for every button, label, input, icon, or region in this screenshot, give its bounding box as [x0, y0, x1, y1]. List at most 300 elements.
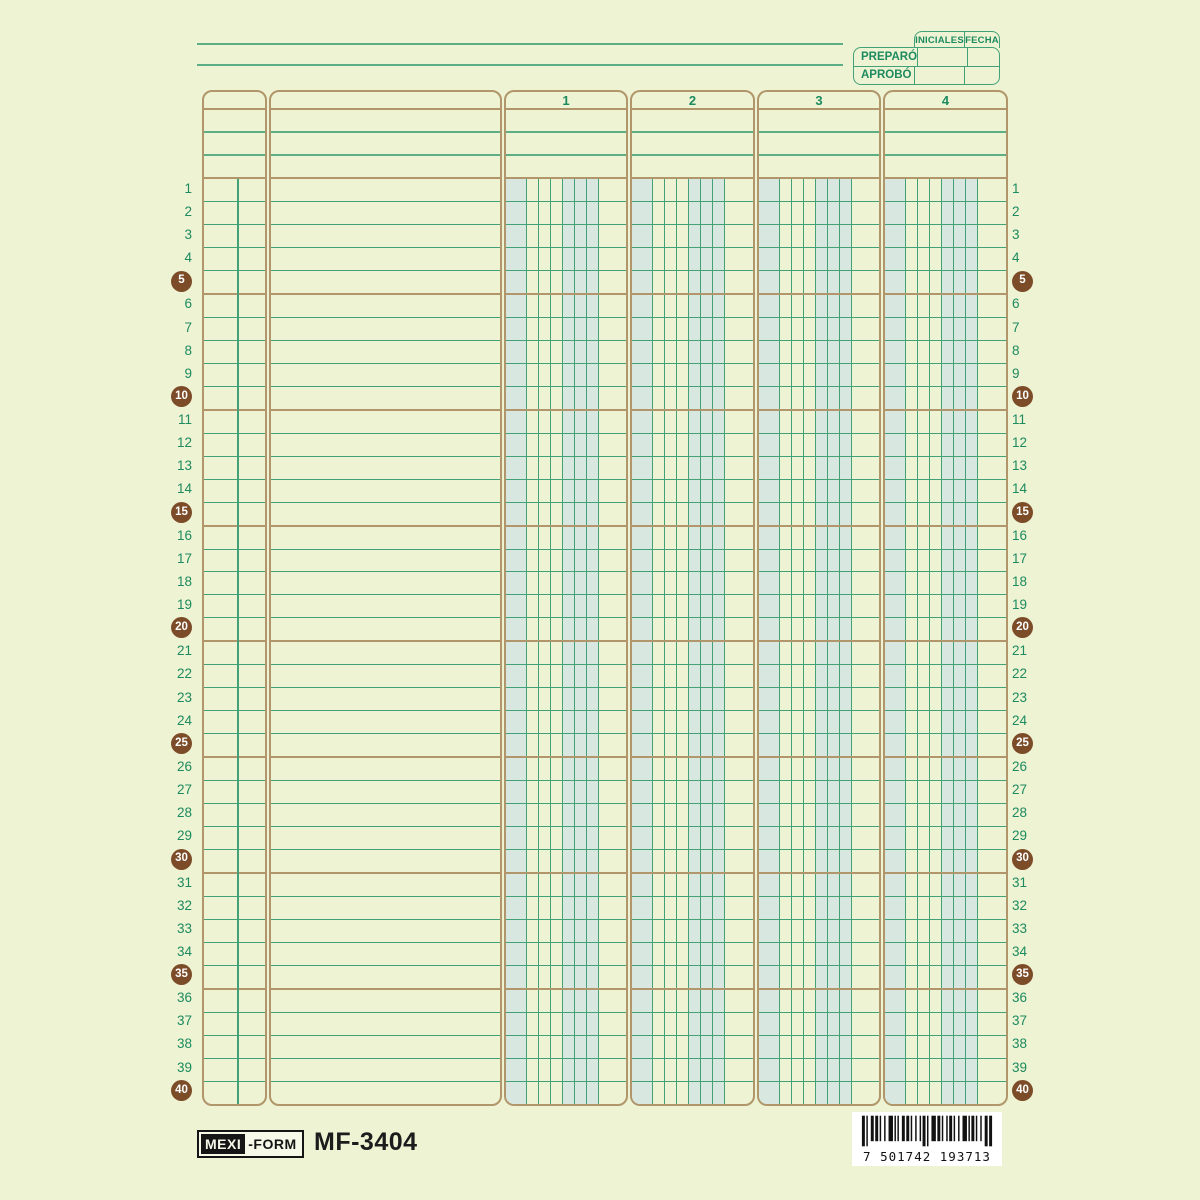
ledger-row — [632, 457, 753, 480]
ledger-row — [506, 318, 626, 341]
row-number: 17 — [1012, 550, 1028, 566]
row-number: 27 — [1012, 782, 1028, 798]
ledger-row — [632, 434, 753, 457]
row-number: 28 — [176, 805, 192, 821]
ledger-row — [271, 758, 500, 781]
ledger-row — [204, 1013, 265, 1036]
row-number-circled: 35 — [171, 964, 192, 985]
ledger-row — [204, 990, 265, 1013]
main-ledger-table — [202, 90, 1008, 1106]
row-number-line — [1008, 848, 1060, 871]
approval-table — [853, 47, 1000, 85]
ledger-row — [885, 318, 1006, 341]
ledger-row — [204, 920, 265, 943]
ledger-row — [506, 434, 626, 457]
header-separator — [759, 108, 879, 110]
row-number: 12 — [176, 435, 192, 451]
ledger-row — [885, 758, 1006, 781]
description-column-body — [271, 179, 500, 1104]
ledger-row — [759, 897, 879, 920]
row-number-line — [1008, 917, 1060, 940]
header-separator — [759, 131, 879, 133]
row-number-line — [1008, 894, 1060, 917]
row-number-line — [1008, 1010, 1060, 1033]
ledger-row — [271, 527, 500, 550]
ledger-row — [506, 665, 626, 688]
ledger-row — [632, 781, 753, 804]
row-number-circled: 15 — [171, 502, 192, 523]
ledger-row — [759, 225, 879, 248]
ledger-row — [632, 874, 753, 897]
row-number-circled: 20 — [171, 617, 192, 638]
ledger-row — [271, 434, 500, 457]
ledger-row — [885, 1036, 1006, 1059]
ledger-row — [632, 1036, 753, 1059]
ledger-row — [506, 966, 626, 990]
ledger-row — [885, 1082, 1006, 1104]
ledger-row — [271, 642, 500, 665]
ledger-row — [885, 734, 1006, 758]
ledger-row — [759, 920, 879, 943]
row-number-circled: 10 — [1012, 386, 1033, 407]
ledger-row — [204, 897, 265, 920]
row-number-line — [144, 616, 196, 639]
amount-column-box-4 — [883, 90, 1008, 1106]
row-number: 36 — [176, 990, 192, 1006]
row-number: 22 — [1012, 666, 1028, 682]
ledger-row — [506, 1013, 626, 1036]
row-number-line — [144, 663, 196, 686]
ledger-row — [632, 1013, 753, 1036]
ledger-row — [759, 387, 879, 411]
ledger-row — [204, 550, 265, 573]
ledger-row — [632, 1082, 753, 1104]
ledger-row — [506, 572, 626, 595]
row-number-line — [1008, 246, 1060, 269]
fecha-header-cell: FECHA — [965, 34, 999, 46]
ledger-row — [204, 595, 265, 618]
row-number: 3 — [1012, 227, 1020, 243]
ledger-row — [271, 1036, 500, 1059]
ledger-row — [204, 966, 265, 990]
row-number-line — [144, 709, 196, 732]
row-number: 8 — [1012, 342, 1020, 358]
row-numbers-right — [1008, 177, 1060, 1102]
ledger-row — [271, 850, 500, 874]
ledger-row — [506, 527, 626, 550]
row-number-line — [1008, 316, 1060, 339]
row-number-line — [1008, 709, 1060, 732]
row-number-line — [1008, 501, 1060, 524]
row-number-line — [144, 431, 196, 454]
row-number-line — [144, 686, 196, 709]
header-separator — [271, 108, 500, 110]
row-number-circled: 15 — [1012, 502, 1033, 523]
preparo-fecha-cell — [968, 48, 999, 66]
preparo-iniciales-cell — [918, 48, 968, 66]
ledger-row — [204, 1082, 265, 1104]
ledger-row — [885, 572, 1006, 595]
ledger-row — [271, 1059, 500, 1082]
ledger-row — [204, 411, 265, 434]
header-separator — [204, 131, 265, 133]
header-separator — [204, 154, 265, 156]
ledger-row — [632, 572, 753, 595]
ledger-row — [632, 804, 753, 827]
ledger-row — [506, 1082, 626, 1104]
ledger-row — [759, 434, 879, 457]
header-separator — [885, 154, 1006, 156]
ledger-row — [632, 503, 753, 527]
ledger-row — [632, 225, 753, 248]
ledger-row — [885, 850, 1006, 874]
row-number-line — [1008, 223, 1060, 246]
row-number-line — [1008, 455, 1060, 478]
ledger-row — [759, 618, 879, 642]
ledger-row — [632, 711, 753, 734]
row-number: 31 — [1012, 874, 1028, 890]
ledger-row — [632, 642, 753, 665]
brand-logo — [197, 1130, 304, 1158]
index-column-divider — [237, 179, 239, 1104]
ledger-row — [759, 1082, 879, 1104]
amount-column-box-1 — [504, 90, 628, 1106]
aprobo-label: APROBÓ — [854, 67, 915, 85]
ledger-row — [271, 550, 500, 573]
ledger-row — [885, 920, 1006, 943]
ledger-row — [506, 457, 626, 480]
row-number-line — [144, 223, 196, 246]
row-numbers-left — [144, 177, 196, 1102]
ledger-row — [885, 827, 1006, 850]
row-number: 34 — [1012, 943, 1028, 959]
ledger-row — [271, 827, 500, 850]
ledger-row — [271, 457, 500, 480]
ledger-row — [885, 595, 1006, 618]
row-number: 21 — [176, 643, 192, 659]
ledger-row — [759, 595, 879, 618]
aprobo-row — [854, 67, 999, 85]
row-number-line — [144, 825, 196, 848]
ledger-row — [506, 295, 626, 318]
ledger-row — [885, 550, 1006, 573]
header-separator — [632, 131, 753, 133]
ledger-row — [506, 480, 626, 503]
ledger-row — [885, 202, 1006, 225]
ledger-row — [632, 688, 753, 711]
ledger-row — [506, 990, 626, 1013]
barcode-digits: 7 501742 193713 — [863, 1149, 991, 1164]
ledger-row — [759, 1013, 879, 1036]
ledger-row — [271, 271, 500, 295]
ledger-row — [885, 642, 1006, 665]
row-number-circled: 40 — [1012, 1080, 1033, 1101]
row-number: 31 — [176, 874, 192, 890]
row-number-line — [144, 385, 196, 408]
column-header-4: 4 — [941, 93, 950, 108]
ledger-row — [506, 248, 626, 271]
row-number: 2 — [1012, 203, 1020, 219]
ledger-row — [506, 827, 626, 850]
ledger-row — [204, 364, 265, 387]
ledger-row — [271, 202, 500, 225]
row-number: 23 — [1012, 689, 1028, 705]
ledger-row — [506, 618, 626, 642]
amount-column-1-body — [506, 179, 626, 1104]
ledger-row — [506, 1059, 626, 1082]
ledger-row — [632, 827, 753, 850]
ledger-row — [271, 781, 500, 804]
row-number-line — [1008, 385, 1060, 408]
row-number-line — [144, 200, 196, 223]
model-number: MF-3404 — [314, 1128, 418, 1156]
ledger-row — [506, 758, 626, 781]
row-number: 14 — [176, 481, 192, 497]
row-number-line — [144, 593, 196, 616]
ledger-row — [885, 1059, 1006, 1082]
brand-logo-mexi: MEXI — [201, 1134, 245, 1154]
row-number: 29 — [1012, 828, 1028, 844]
ledger-row — [885, 966, 1006, 990]
row-number: 29 — [176, 828, 192, 844]
ledger-row — [632, 271, 753, 295]
row-number: 9 — [1012, 365, 1020, 381]
row-number-line — [1008, 963, 1060, 986]
aprobo-fecha-cell — [965, 67, 999, 85]
row-number-line — [144, 963, 196, 986]
ledger-row — [885, 781, 1006, 804]
ledger-row — [506, 1036, 626, 1059]
header-separator — [759, 154, 879, 156]
row-number-line — [1008, 431, 1060, 454]
ledger-row — [885, 711, 1006, 734]
ledger-row — [759, 503, 879, 527]
row-number-line — [144, 293, 196, 316]
ledger-row — [506, 711, 626, 734]
row-number-line — [1008, 825, 1060, 848]
row-number-line — [1008, 200, 1060, 223]
row-number: 38 — [1012, 1036, 1028, 1052]
row-number-line — [1008, 1033, 1060, 1056]
ledger-row — [271, 711, 500, 734]
ledger-row — [632, 179, 753, 202]
ledger-row — [204, 804, 265, 827]
ledger-row — [885, 1013, 1006, 1036]
ledger-row — [271, 595, 500, 618]
ledger-row — [271, 874, 500, 897]
ledger-row — [632, 202, 753, 225]
ledger-row — [204, 711, 265, 734]
ledger-row — [506, 387, 626, 411]
ledger-row — [759, 711, 879, 734]
row-number-line — [144, 478, 196, 501]
row-number-line — [1008, 478, 1060, 501]
row-number-line — [144, 570, 196, 593]
ledger-row — [759, 804, 879, 827]
header-separator — [204, 108, 265, 110]
ledger-row — [271, 248, 500, 271]
amount-column-3-body — [759, 179, 879, 1104]
ledger-row — [506, 341, 626, 364]
ledger-row — [204, 781, 265, 804]
row-number: 33 — [1012, 920, 1028, 936]
row-number-circled: 40 — [171, 1080, 192, 1101]
row-number-line — [1008, 524, 1060, 547]
barcode — [852, 1112, 1002, 1166]
ledger-row — [271, 804, 500, 827]
ledger-row — [271, 179, 500, 202]
row-number: 7 — [184, 319, 192, 335]
ledger-row — [885, 341, 1006, 364]
row-number-line — [144, 547, 196, 570]
row-number-circled: 5 — [171, 271, 192, 292]
row-number: 19 — [1012, 597, 1028, 613]
ledger-row — [632, 480, 753, 503]
ledger-row — [632, 897, 753, 920]
row-number: 3 — [184, 227, 192, 243]
ledger-row — [632, 1059, 753, 1082]
row-number-line — [144, 917, 196, 940]
ledger-row — [632, 850, 753, 874]
ledger-row — [759, 527, 879, 550]
row-number-line — [144, 848, 196, 871]
row-number: 21 — [1012, 643, 1028, 659]
ledger-row — [885, 943, 1006, 966]
row-number-line — [1008, 270, 1060, 293]
preparo-label: PREPARÓ — [854, 48, 918, 66]
row-number-line — [1008, 408, 1060, 431]
row-number-line — [144, 339, 196, 362]
row-number-line — [144, 1033, 196, 1056]
row-number: 11 — [1012, 412, 1027, 428]
heading-writing-line-2 — [197, 64, 843, 66]
ledger-row — [271, 943, 500, 966]
row-number-circled: 25 — [1012, 733, 1033, 754]
ledger-row — [271, 572, 500, 595]
ledger-row — [506, 225, 626, 248]
preparo-row — [854, 48, 999, 67]
row-number: 8 — [184, 342, 192, 358]
ledger-row — [271, 688, 500, 711]
row-number: 2 — [184, 203, 192, 219]
row-number: 11 — [177, 412, 192, 428]
ledger-row — [271, 364, 500, 387]
ledger-row — [506, 874, 626, 897]
row-number: 16 — [1012, 527, 1028, 543]
row-number-line — [144, 246, 196, 269]
row-number: 13 — [1012, 458, 1028, 474]
ledger-row — [506, 642, 626, 665]
row-number: 1 — [184, 180, 192, 196]
header-separator — [271, 154, 500, 156]
ledger-row — [271, 503, 500, 527]
row-number-line — [144, 871, 196, 894]
ledger-row — [271, 480, 500, 503]
row-number-line — [1008, 293, 1060, 316]
row-number: 17 — [176, 550, 192, 566]
row-number-line — [1008, 986, 1060, 1009]
header-separator — [885, 131, 1006, 133]
ledger-row — [506, 734, 626, 758]
ledger-row — [271, 920, 500, 943]
ledger-row — [506, 411, 626, 434]
ledger-row — [759, 642, 879, 665]
row-number: 26 — [1012, 758, 1028, 774]
row-number: 37 — [176, 1013, 192, 1029]
ledger-row — [759, 271, 879, 295]
approval-header-row — [914, 31, 1000, 48]
row-number-line — [144, 732, 196, 755]
row-number: 39 — [176, 1059, 192, 1075]
row-number: 23 — [176, 689, 192, 705]
ledger-row — [271, 618, 500, 642]
header-separator — [506, 108, 626, 110]
ledger-row — [759, 295, 879, 318]
row-number: 13 — [176, 458, 192, 474]
ledger-row — [271, 387, 500, 411]
ledger-row — [885, 874, 1006, 897]
row-number: 4 — [184, 250, 192, 266]
ledger-row — [204, 943, 265, 966]
ledger-row — [204, 248, 265, 271]
ledger-row — [632, 295, 753, 318]
ledger-row — [271, 1082, 500, 1104]
ledger-row — [204, 642, 265, 665]
row-number: 24 — [1012, 712, 1028, 728]
row-number: 32 — [176, 897, 192, 913]
row-number-circled: 35 — [1012, 964, 1033, 985]
aprobo-iniciales-cell — [915, 67, 965, 85]
ledger-row — [885, 897, 1006, 920]
ledger-row — [271, 1013, 500, 1036]
header-separator — [506, 131, 626, 133]
row-number: 7 — [1012, 319, 1020, 335]
heading-writing-line-1 — [197, 43, 843, 45]
row-number-line — [144, 986, 196, 1009]
ledger-row — [885, 503, 1006, 527]
iniciales-header-cell: INICIALES — [915, 32, 965, 48]
ledger-row — [506, 688, 626, 711]
row-number-circled: 20 — [1012, 617, 1033, 638]
ledger-row — [759, 364, 879, 387]
row-number-line — [144, 940, 196, 963]
amount-column-2-body — [632, 179, 753, 1104]
ledger-row — [632, 364, 753, 387]
column-header-3: 3 — [815, 93, 823, 108]
row-number-line — [1008, 663, 1060, 686]
row-number-line — [1008, 616, 1060, 639]
ledger-row — [204, 1036, 265, 1059]
ledger-row — [204, 480, 265, 503]
row-number-line — [144, 455, 196, 478]
ledger-row — [204, 688, 265, 711]
amount-column-box-2 — [630, 90, 755, 1106]
row-number-circled: 25 — [171, 733, 192, 754]
ledger-row — [759, 248, 879, 271]
row-number-line — [1008, 686, 1060, 709]
row-number-line — [144, 755, 196, 778]
ledger-row — [204, 827, 265, 850]
row-number: 12 — [1012, 435, 1028, 451]
ledger-row — [506, 897, 626, 920]
row-number-line — [1008, 732, 1060, 755]
row-number: 6 — [1012, 296, 1020, 312]
ledger-row — [506, 271, 626, 295]
ledger-row — [204, 572, 265, 595]
column-header-1: 1 — [562, 93, 570, 108]
row-number: 4 — [1012, 250, 1020, 266]
row-number-circled: 30 — [171, 849, 192, 870]
